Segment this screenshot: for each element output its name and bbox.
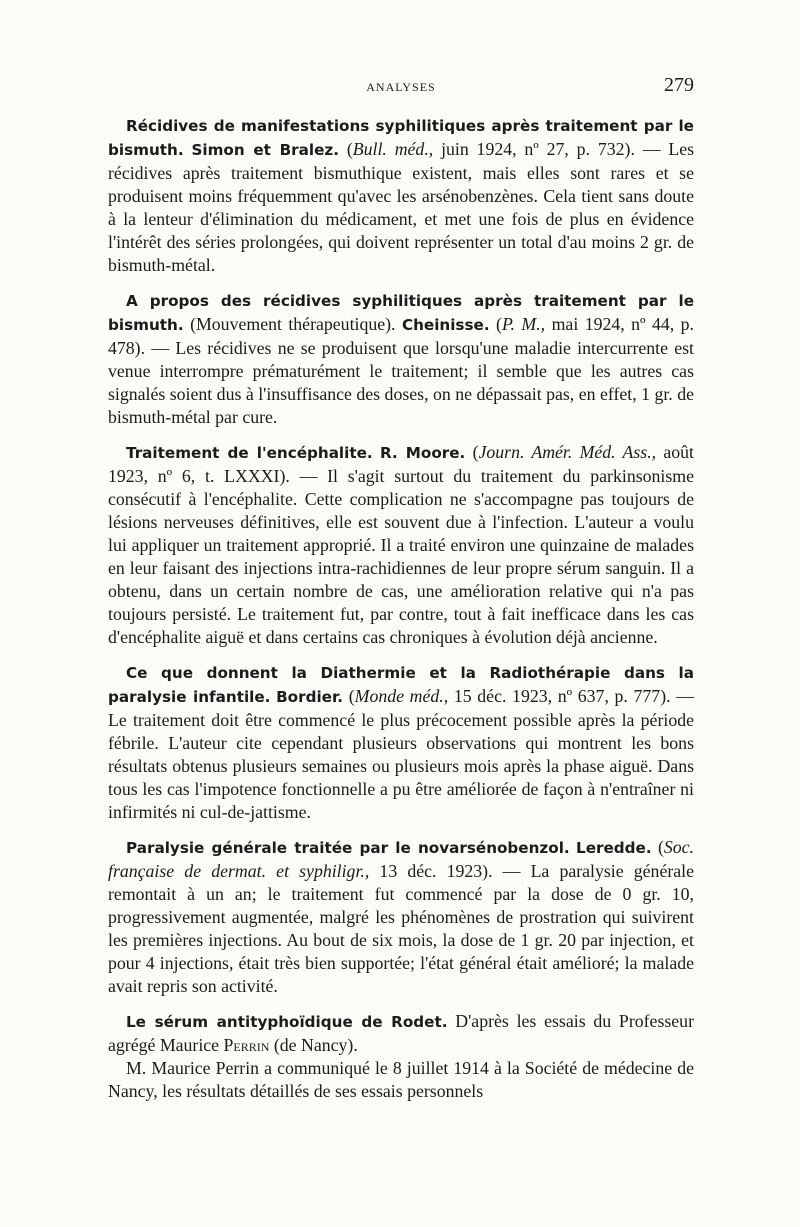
entry-body: — Les récidives après traitement bismuthique existent, mais elles sont rares et se produisent moins fréquemment qu'avec les arsénobenzènes. Cela tient sans doute à la lenteur d'élimination du médicament, et met une fois de plus en évidence l'intérêt des séries prolongées, qui doivent représenter un total d'au moins 2 gr. de bismuth-métal. [108, 139, 695, 275]
page-body [108, 114, 694, 1115]
entry-body: — Il s'agit surtout du traitement du parkinsonisme consécutif à l'encéphalite. Cette complication ne s'accompagne pas toujours de lésions nerveuses définitives, elle est souvent due à l'infection. L'auteur a voulu lui appliquer un traitement approprié. Il a traité environ une quinzaine de malades en leur faisant des injections intra-rachidiennes de leur propre sérum sanguin. Il a obtenu, dans un certain nombre de cas, une amélioration relative qui n'a pas toujours persisté. Le traitement fut, par contre, tout à fait inefficace dans les cas d'encéphalite aiguë et dans certains cas chroniques à évolution déjà ancienne. [108, 466, 694, 647]
source-open: ( [472, 442, 479, 462]
entry-subtitle: (Mouvement thérapeutique). [190, 314, 396, 334]
source-open: ( [657, 837, 664, 857]
source-details: 15 déc. 1923, nº 637, p. 777). [453, 686, 671, 706]
abstract-entry [108, 836, 694, 998]
entry-title: Récidives de manifestations syphilitiques après traitement par le bismuth. [108, 117, 694, 159]
entry-authors: Simon et Bralez. [191, 141, 340, 159]
abstract-entry [108, 114, 694, 277]
entry-body-tail: (de Nancy). [273, 1035, 358, 1055]
entry-authors: Cheinisse. [401, 316, 490, 334]
entry-body: — Les récidives ne se produisent que lorsqu'une maladie intercurrente est venue interrompre prématurément le traitement; il semble que les autres cas signalés soient dus à l'insuffisance des doses, on ne dépassait pas, en effet, 1 gr. de bismuth-métal par cure. [108, 338, 695, 427]
source-details: mai 1924, nº 44, p. 478). [108, 314, 695, 358]
abstract-entry [108, 441, 694, 649]
source-open: ( [496, 314, 502, 334]
page-header [108, 74, 694, 104]
source-details: 13 déc. 1923). [379, 861, 493, 881]
entry-title: Ce que donnent la Diathermie et la Radiothérapie dans la paralysie infantile. [108, 664, 694, 706]
entry-source: Monde méd., [354, 686, 449, 706]
entry-title: Traitement de l'encéphalite. [126, 444, 373, 462]
page-number: 279 [664, 74, 694, 96]
source-details: août 1923, nº 6, t. LXXXI). [108, 442, 694, 486]
entry-smallcaps-name: Perrin [223, 1035, 270, 1055]
entry-body: — Le traitement doit être commencé le plus précocement possible après la période fébrile. L'auteur cite cependant plusieurs observations qui montrent les bons résultats obtenus plusieurs semaines ou plusieurs mois après la phase aiguë. Dans tous les cas l'impotence fonctionnelle a pu être améliorée de façon à n'entraîner ni infirmités ni cul-de-jattisme. [108, 686, 694, 822]
running-head: ANALYSES [366, 80, 436, 94]
entry-authors: Leredde. [576, 839, 652, 857]
entry-title: Le sérum antityphoïdique de Rodet. [126, 1013, 448, 1031]
abstract-entry [108, 661, 694, 824]
source-open: ( [346, 139, 353, 159]
source-open: ( [348, 686, 355, 706]
entry-title: Paralysie générale traitée par le novarsénobenzol. [126, 839, 570, 857]
abstract-entry [108, 1010, 694, 1057]
source-details: juin 1924, nº 27, p. 732). [441, 139, 635, 159]
entry-title: A propos des récidives syphilitiques après traitement par le bismuth. [108, 292, 694, 334]
abstract-entry [108, 289, 694, 429]
entry-body: — La paralysie générale remontait à un an; le traitement fut commencé par la dose de 0 gr. 10, progressivement augmentée, malgré les phénomènes de prostration qui suivirent les premières injections. Au bout de six mois, la dose de 1 gr. 20 par injection, et pour 4 injections, était très bien supportée; l'état général était amélioré; la malade avait repris son activité. [108, 861, 694, 996]
entry-body-intro: D'après les essais du Professeur agrégé Maurice [108, 1011, 694, 1055]
entry-authors: R. Moore. [379, 444, 466, 462]
entry-source: Journ. Amér. Méd. Ass., [478, 442, 657, 462]
entry-source: P. M., [501, 314, 546, 334]
entry-authors: Bordier. [276, 688, 344, 706]
entry-source: Bull. méd., [352, 139, 434, 159]
entry-continuation: M. Maurice Perrin a communiqué le 8 juillet 1914 à la Société de médecine de Nancy, les résultats détaillés de ses essais personnels [108, 1058, 694, 1101]
entry-source: Soc. française de dermat. et syphiligr., [108, 837, 694, 881]
